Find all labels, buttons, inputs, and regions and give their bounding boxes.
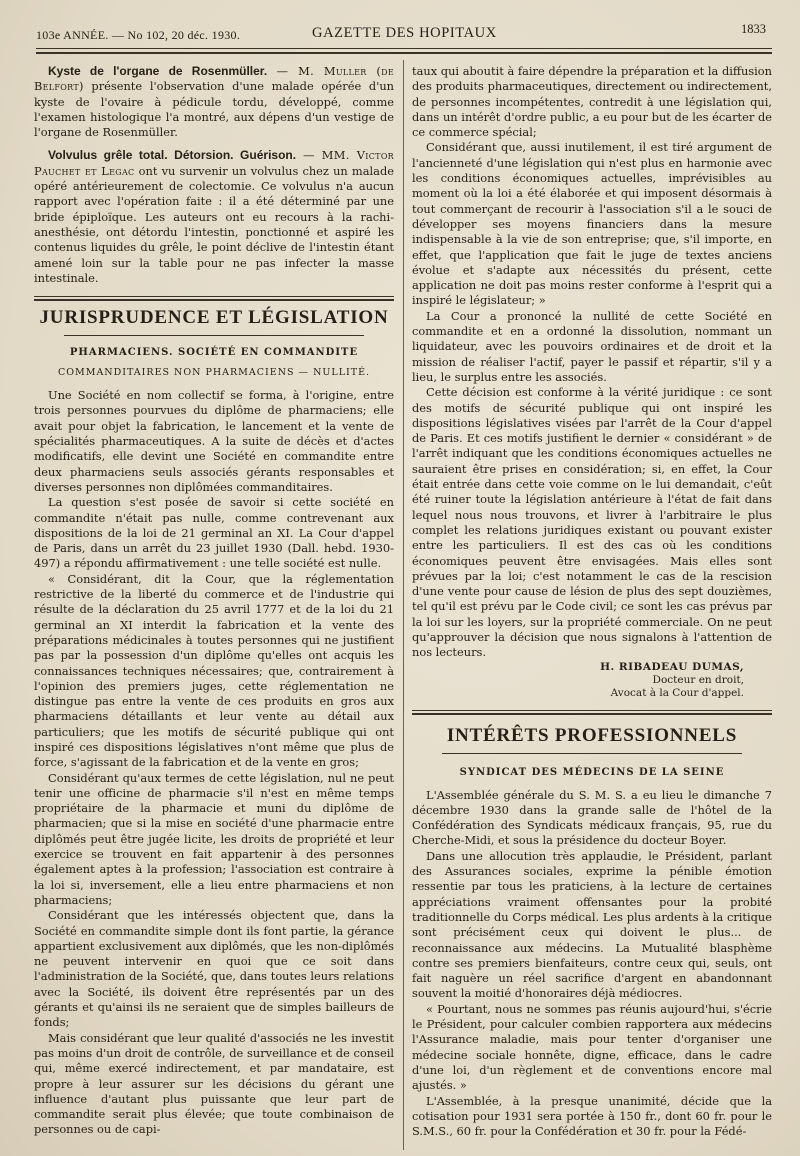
volvulus-body: ont vu survenir un volvulus chez un malade opéré antérieurement de colectomie. Ce volvulus n'a aucun rapport avec l'opération faite : il a été déterminé par une bride épiploïque. Les auteurs ont eu recours à la rachi-anesthésie, ont détordu l'intestin, ponctionné et aspiré les contenus liquides du grêle, le point déclive de l'intestin étant amené loin sur la table pour ne pas infecter la masse intestinale. [34,163,394,285]
signature-title: Docteur en droit, [652,673,744,686]
syndicat-paragraph-4: L'Assemblée, à la presque unanimité, décide que la cotisation pour 1931 sera portée à 150 fr., dont 60 fr. pour le S.M.S., 60 fr. pour la Confédération et 30 fr. pour la Fédé- [412,1093,772,1139]
kyste-body: présente l'observation d'une malade opérée d'un kyste de l'ovaire à pédicule tordu, développé, comme l'examen histologique l'a montré, aux dépens d'un vestige de l'organe de Rosenmüller. [34,79,394,140]
page-number: 1833 [741,22,766,36]
kyste-title: Kyste de l'organe de Rosenmüller. [48,64,268,78]
jurisprudence-continued-2: Considérant que, aussi inutilement, il est tiré argument de l'ancienneté d'une législation qui n'est plus en harmonie avec les conditions économiques actuelles, imprévisibles au moment où la loi a été élaborée et qui imposent désormais à tout commerçant de recourir à l'association s'il a le souci de développer ses moyens financiers dans la mesure indispensable à la vie de son entreprise; que, s'il importe, en effet, que l'application que fait le juge de textes anciens évolue et s'adapte aux nécessités du présent, cette application ne doit pas moins rester conforme à l'esprit qui a inspiré le législateur; » [412,140,772,308]
journal-title: GAZETTE DES HOPITAUX [312,25,497,41]
jurisprudence-continued-3: La Cour a prononcé la nullité de cette Société en commandite et en a ordonné la dissolution, nommant un liquidateur, avec les pouvoirs ordinaires et de droit et la mission de réaliser l'actif, payer le passif et répartir, s'il y a lieu, le surplus entre les associés. [412,308,772,384]
jurisprudence-subhead-2: COMMANDITAIRES NON PHARMACIENS — NULLITÉ. [57,367,371,379]
jurisprudence-paragraph-2: La question s'est posée de savoir si cette société en commandite n'était pas nulle, comme contrevenant aux dispositions de la loi de 21 germinal an XI. La Cour d'appel de Paris, dans un arrêt du 23 juillet 1930 (Dall. hebd. 1930-497) a répondu affirmativement : une telle société est nulle. [34,495,394,571]
syndicat-paragraph-2: Dans une allocution très applaudie, le Président, parlant des Assurances sociales, exprime la pénible émotion ressentie par tous les praticiens, à la lecture de certaines appréciations vraiment offensantes pour la probité traditionnelle du Corps médical. Les plus ardents à la critique sont précisément ceux qui doivent le plus... de reconnaissance aux médecins. La Mutualité blasphème contre ses premiers bienfaiteurs, contre ceux qui, seuls, ont fait naguère un réel sacrifice d'argent en abandonnant souvent la moitié d'honoraires déjà médiocres. [412,848,772,1001]
volvulus-authors: — MM. Victor Pauchet et Legac [34,148,395,178]
signature-name: H. RIBADEAU DUMAS, [600,660,744,673]
syndicat-paragraph-1: L'Assemblée générale du S. M. S. a eu lieu le dimanche 7 décembre 1930 dans la grande salle de l'hôtel de la Confédération des Syndicats médicaux français, 95, rue du Cherche-Midi, et sous la présidence du docteur Boyer. [412,787,772,848]
jurisprudence-paragraph-1: Une Société en nom collectif se forma, à l'origine, entre trois personnes pourvues du diplôme de pharmaciens; elle avait pour objet la fabrication, le lancement et la vente de spécialités pharmaceutiques. A la suite de décès et d'actes modificatifs, elle devint une Société en commandite entre deux pharmaciens seuls associés gérants responsables et diverses personnes non diplômées commanditaires. [34,388,394,494]
jurisprudence-continued-1: taux qui aboutit à faire dépendre la préparation et la diffusion des produits pharmaceutiques, directement ou indirectement, de personnes incompétentes, contredit à une législation qui, dans un intérêt d'ordre public, a eu pour but de les écarter de ce commerce spécial; [412,64,772,140]
syndicat-subhead: SYNDICAT DES MÉDECINS DE LA SEINE [459,766,725,778]
section-title-underline [64,335,364,336]
kyste-authors: — M. Muller (de Belfort) [34,64,394,94]
syndicat-paragraph-3: « Pourtant, nous ne sommes pas réunis aujourd'hui, s'écrie le Président, pour calculer combien rapportera aux médecins l'Assurance maladie, mais pour tenter d'organiser une médecine sociale honnête, digne, efficace, dans le cadre d'une loi, d'un règlement et de conventions encore mal ajustés. » [412,1001,772,1093]
volvulus-title: Volvulus grêle total. Détorsion. Guérison. [48,148,297,163]
header-rule-thick [36,52,772,54]
jurisprudence-paragraph-3: « Considérant, dit la Cour, que la réglementation restrictive de la liberté du commerce et de l'industrie qui résulte de la déclaration du 25 avril 1777 et de la loi du 21 germinal an XI interdit la fabrication et la vente des préparations médicinales à toutes personnes qui ne justifient pas par la possession d'un diplôme qu'elles ont acquis les connaissances techniques nécessaires; que, contrairement à l'opinion des premiers juges, cette réglementation ne distingue pas entre la vente de ces produits en gros aux pharmaciens détaillants et leur vente au détail aux particuliers; que les motifs de sécurité publique qui ont inspiré ces dispositions législatives n'ont même que plus de force, s'agissant de la fabrication et de la vente en gros; [34,571,394,770]
signature-role: Avocat à la Cour d'appel. [610,686,744,699]
jurisprudence-subhead-1: PHARMACIENS. SOCIÉTÉ EN COMMANDITE [69,347,359,359]
section-rule-2-thick [412,713,772,715]
volvulus-paragraph [34,148,394,286]
section-rule-thick [34,299,394,301]
interets-title-underline [442,753,742,754]
kyste-paragraph [34,64,394,140]
jurisprudence-paragraph-4: Considérant qu'aux termes de cette législation, nul ne peut tenir une officine de pharmacie s'il n'est en même temps propriétaire de la pharmacie et muni du diplôme de pharmacien; que si la mise en société d'une pharmacie entre diplômés peut être jugée licite, les droits de propriété et leur exercice se trouvent en fait appartenir à des personnes également aptes à la profession; l'association est contraire à la loi si, inversement, elle a lieu entre pharmaciens et non pharmaciens; [34,770,394,907]
section-rule [34,296,394,297]
right-column [412,64,772,1139]
interets-title: INTÉRÊTS PROFESSIONNELS [446,724,738,746]
left-column [34,64,394,1138]
header-rule [36,48,772,49]
jurisprudence-continued-4: Cette décision est conforme à la vérité juridique : ce sont des motifs de sécurité publique qui ont inspiré les dispositions législatives visées par l'arrêt de la Cour d'appel de Paris. Et ces motifs justifient le dernier « considérant » de l'arrêt indiquant que les conditions économiques actuelles ne sauraient être prises en considération; si, en effet, la Cour était entrée dans cette voie comme on le lui demandait, c'eût été ruiner toute la législation antérieure à l'état de fait dans lequel nous nous trouvons, et livrer à l'arbitraire le plus complet les relations juridiques existant ou pouvant exister entre les particuliers. Il est des cas où les conditions économiques peuvent être envisagées. Mais elles sont prévues par la loi; c'est notamment le cas de la rescision d'une vente pour cause de lésion de plus des sept douzièmes, tel qu'il est prévu par le Code civil; ce sont les cas prévus par la loi sur les loyers, sur la propriété commerciale. On ne peut qu'approuver la décision que nous signalons à l'attention de nos lecteurs. [412,385,772,660]
jurisprudence-paragraph-5: Considérant que les intéressés objectent que, dans la Société en commandite simple dont ils font partie, la gérance appartient exclusivement aux diplômés, que les non-diplômés ne peuvent intervenir en quoi que ce soit dans l'administration de la Société, que, dans toutes leurs relations avec la Société, ils doivent être représentés par un des gérants et qu'ainsi ils ne seraient que de simples bailleurs de fonds; [34,908,394,1030]
jurisprudence-paragraph-6: Mais considérant que leur qualité d'associés ne les investit pas moins d'un droit de contrôle, de surveillance et de conseil qui, même exercé indirectement, et par mandataire, est propre à leur assurer sur les décisions du gérant une influence d'autant plus puissante que leur part de commandite serait plus élevée; que toute combinaison de personnes ou de capi- [34,1030,394,1137]
running-header [36,22,770,42]
jurisprudence-title: JURISPRUDENCE ET LÉGISLATION [39,307,389,329]
section-rule-2 [412,710,772,711]
column-divider [403,60,404,1150]
author-signature [412,661,772,700]
issue-info: 103e ANNÉE. — No 102, 20 déc. 1930. [36,28,241,42]
